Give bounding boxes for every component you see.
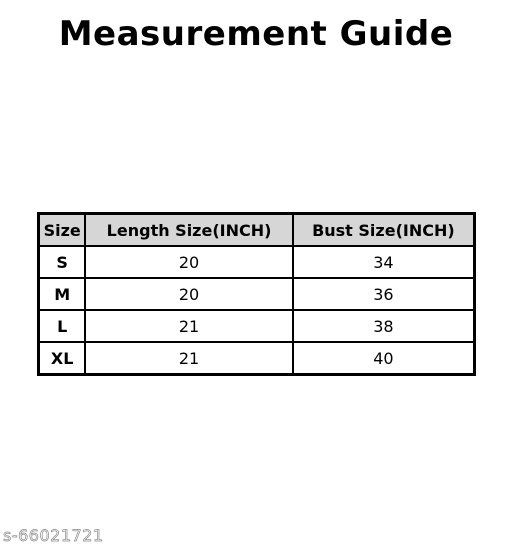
- header-length: Length Size(INCH): [85, 214, 292, 247]
- bust-cell: 38: [293, 310, 475, 342]
- length-cell: 20: [85, 246, 292, 278]
- size-cell: M: [39, 278, 86, 310]
- size-cell: XL: [39, 342, 86, 375]
- table-row: [39, 246, 475, 278]
- table-header-row: [39, 214, 475, 247]
- header-bust: Bust Size(INCH): [293, 214, 475, 247]
- watermark-text: s-66021721: [3, 526, 104, 545]
- bust-cell: 36: [293, 278, 475, 310]
- size-cell: L: [39, 310, 86, 342]
- header-size: Size: [39, 214, 86, 247]
- page-title: Measurement Guide: [58, 14, 454, 54]
- bust-cell: 40: [293, 342, 475, 375]
- table-row: [39, 310, 475, 342]
- table-row: [39, 342, 475, 375]
- size-cell: S: [39, 246, 86, 278]
- bust-cell: 34: [293, 246, 475, 278]
- length-cell: 20: [85, 278, 292, 310]
- length-cell: 21: [85, 310, 292, 342]
- measurement-table: [37, 212, 476, 376]
- length-cell: 21: [85, 342, 292, 375]
- table-row: [39, 278, 475, 310]
